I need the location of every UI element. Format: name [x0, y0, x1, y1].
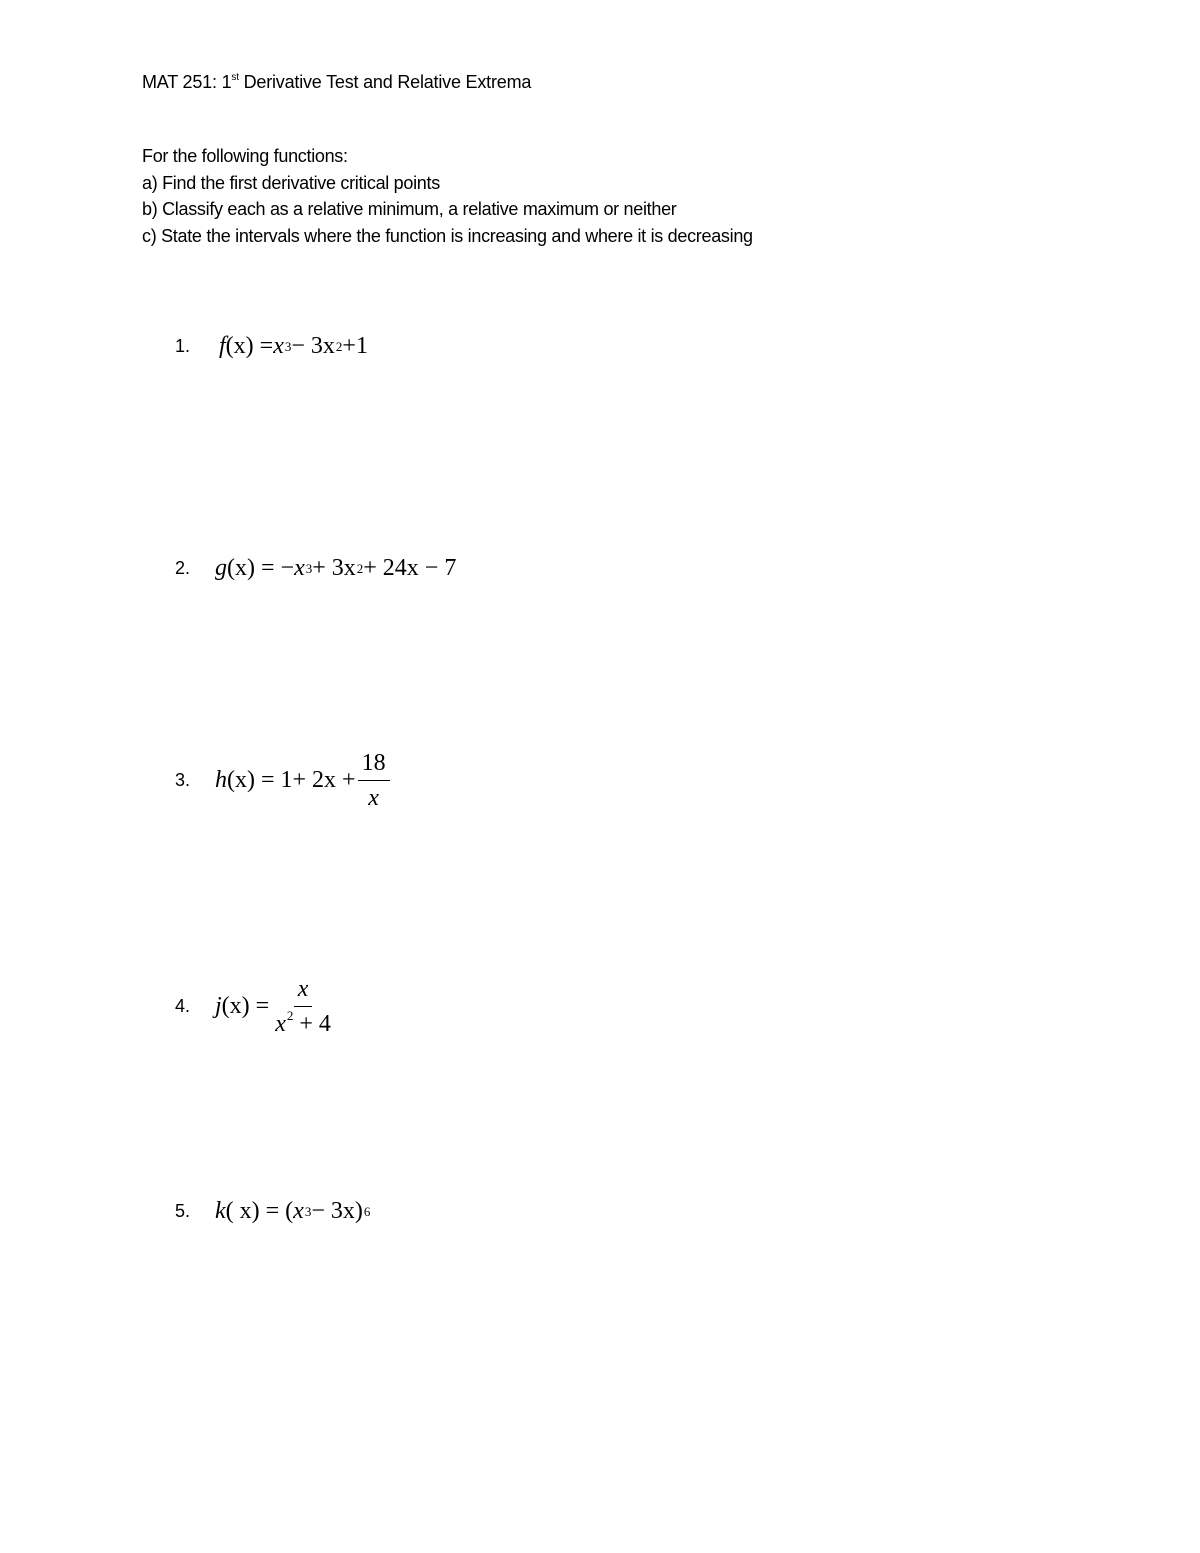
worksheet-title	[142, 72, 531, 93]
problem-number: 2.	[175, 558, 191, 578]
fraction-numerator: 18	[358, 748, 390, 781]
fraction-numerator: x	[294, 974, 313, 1007]
fraction	[271, 974, 335, 1039]
problem-2	[175, 555, 456, 582]
title-rest: Derivative Test and Relative Extrema	[238, 72, 532, 92]
expression-part: + 24x − 7	[363, 555, 457, 581]
fraction-denominator	[271, 1007, 335, 1039]
expression-part: + 4	[293, 1011, 331, 1037]
instructions-block	[142, 143, 753, 249]
function-name: f	[219, 333, 226, 359]
instruction-c: c) State the intervals where the function is increasing and where it is decreasing	[142, 225, 753, 246]
expression-part: (x) =	[221, 993, 270, 1019]
function-name: j	[215, 993, 222, 1019]
instruction-a: a) Find the first derivative critical points	[142, 172, 440, 193]
exponent: 2	[286, 1008, 294, 1023]
title-prefix: MAT 251: 1	[142, 72, 232, 92]
problem-1	[175, 333, 368, 360]
problem-3	[175, 748, 392, 813]
fraction	[358, 748, 390, 813]
instruction-b: b) Classify each as a relative minimum, a relative maximum or neither	[142, 199, 677, 219]
title-ordinal-suffix: st	[231, 72, 239, 83]
expression-part: x	[273, 333, 284, 359]
problem-expression: f (x) = x 3 − 3x 2 +1	[219, 333, 368, 359]
expression-part: (x) = −	[227, 555, 295, 581]
problem-expression	[215, 748, 392, 813]
problem-5	[175, 1198, 370, 1225]
fraction-denominator: x	[368, 785, 379, 811]
problem-expression: g (x) = − x 3 + 3x 2 + 24x − 7	[215, 555, 457, 581]
expression-part: x	[294, 555, 305, 581]
problem-number: 1.	[175, 336, 191, 356]
problem-expression: k ( x) = ( x 3 − 3x) 6	[215, 1198, 371, 1224]
instructions-intro: For the following functions:	[142, 146, 348, 166]
expression-part: − 3x)	[311, 1198, 363, 1224]
function-name: g	[215, 555, 227, 581]
expression-part: x	[293, 1198, 304, 1224]
expression-part: + 3x	[312, 555, 356, 581]
problem-number: 4.	[175, 996, 191, 1016]
problem-4	[175, 974, 337, 1039]
expression-part: − 3x	[291, 333, 335, 359]
problem-expression	[215, 974, 337, 1039]
problem-number: 3.	[175, 770, 191, 790]
expression-part: ( x) = (	[225, 1198, 294, 1224]
problem-number: 5.	[175, 1201, 191, 1221]
function-name: h	[215, 767, 227, 793]
function-name: k	[215, 1198, 226, 1224]
expression-part: x	[275, 1011, 286, 1037]
expression-part: (x) = 1+ 2x +	[227, 767, 356, 793]
expression-part: (x) =	[225, 333, 274, 359]
expression-part: +1	[342, 333, 368, 359]
